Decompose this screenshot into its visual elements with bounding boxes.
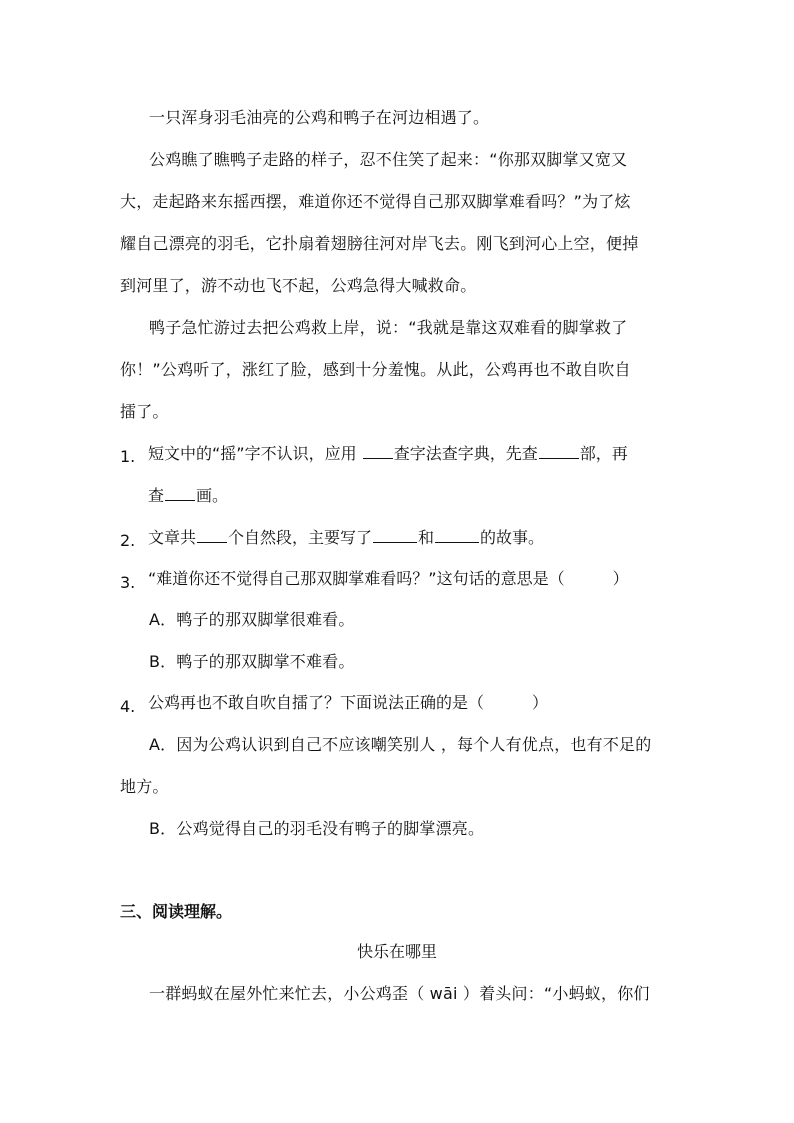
question-1-blank-radical[interactable] — [539, 442, 579, 459]
question-2-text-d: 的故事。 — [480, 528, 545, 547]
passage-paragraph-2-line-1: 公鸡瞧了瞧鸭子走路的样子，忍不住笑了起来：“你那双脚掌又宽又 — [149, 150, 628, 169]
question-2-blank-count[interactable] — [197, 526, 227, 543]
passage-paragraph-2-line-4: 到河里了，游不动也飞不起，公鸡急得大喊救命。 — [120, 276, 477, 295]
question-4-text: 公鸡再也不敢自吹自擂了？下面说法正确的是（ ） — [148, 693, 549, 712]
passage-paragraph-3-line-3: 擂了。 — [120, 402, 169, 421]
reading-first-line: 一群蚂蚁在屋外忙来忙去，小公鸡歪（ wāi ）着头问：“小蚂蚁，你们 — [149, 984, 650, 1003]
question-1-text-b: 查字法查字典，先查 — [393, 444, 538, 463]
passage-paragraph-2-line-2: 大，走起路来东摇西摆，难道你还不觉得自己那双脚掌难看吗？”为了炫 — [120, 192, 631, 211]
question-2-line — [148, 526, 544, 550]
passage-paragraph-2-line-3: 耀自己漂亮的羽毛，它扑扇着翅膀往河对岸飞去。刚飞到河心上空，便掉 — [120, 234, 639, 253]
question-2-text-b: 个自然段，主要写了 — [228, 528, 373, 547]
question-3-option-b[interactable]: B．鸭子的那双脚掌不难看。 — [149, 652, 355, 671]
question-1-line-1 — [148, 442, 628, 466]
question-1-blank-strokes[interactable] — [165, 484, 195, 501]
passage-paragraph-3-line-2: 你！”公鸡听了，涨红了脸，感到十分羞愧。从此，公鸡再也不敢自吹自 — [120, 360, 631, 379]
question-4-number: 4. — [120, 697, 136, 716]
question-1-text-d: 查 — [148, 486, 165, 505]
question-2-number: 2. — [120, 531, 136, 550]
question-4-option-b[interactable]: B．公鸡觉得自己的羽毛没有鸭子的脚掌漂亮。 — [149, 819, 485, 838]
question-1-number: 1. — [120, 447, 136, 466]
question-3-text: “难道你还不觉得自己那双脚掌难看吗？”这句话的意思是（ ） — [148, 569, 629, 588]
question-2-blank-subject-2[interactable] — [435, 526, 479, 543]
question-2-text-a: 文章共 — [148, 528, 197, 547]
section-3-heading: 三、阅读理解。 — [120, 902, 233, 921]
question-2-text-c: 和 — [418, 528, 435, 547]
reading-title: 快乐在哪里 — [356, 942, 437, 961]
question-1-text-a: 短文中的“摇”字不认识，应用 — [148, 444, 357, 463]
question-1-blank-method[interactable] — [363, 442, 393, 459]
question-2-blank-subject-1[interactable] — [373, 526, 417, 543]
question-4-option-a-line-1[interactable]: A．因为公鸡认识到自己不应该嘲笑别人 ，每个人有优点，也有不足的 — [149, 735, 652, 754]
question-1-text-c: 部，再 — [579, 444, 628, 463]
question-1-text-e: 画。 — [196, 486, 229, 505]
passage-paragraph-3-line-1: 鸭子急忙游过去把公鸡救上岸，说：“我就是靠这双难看的脚掌救了 — [149, 318, 628, 337]
passage-paragraph-1: 一只浑身羽毛油亮的公鸡和鸭子在河边相遇了。 — [149, 108, 490, 127]
question-3-option-a[interactable]: A．鸭子的那双脚掌很难看。 — [149, 610, 355, 629]
question-4-option-a-line-2: 地方。 — [120, 777, 169, 796]
question-1-line-2 — [148, 484, 228, 508]
question-3-number: 3. — [120, 573, 136, 592]
